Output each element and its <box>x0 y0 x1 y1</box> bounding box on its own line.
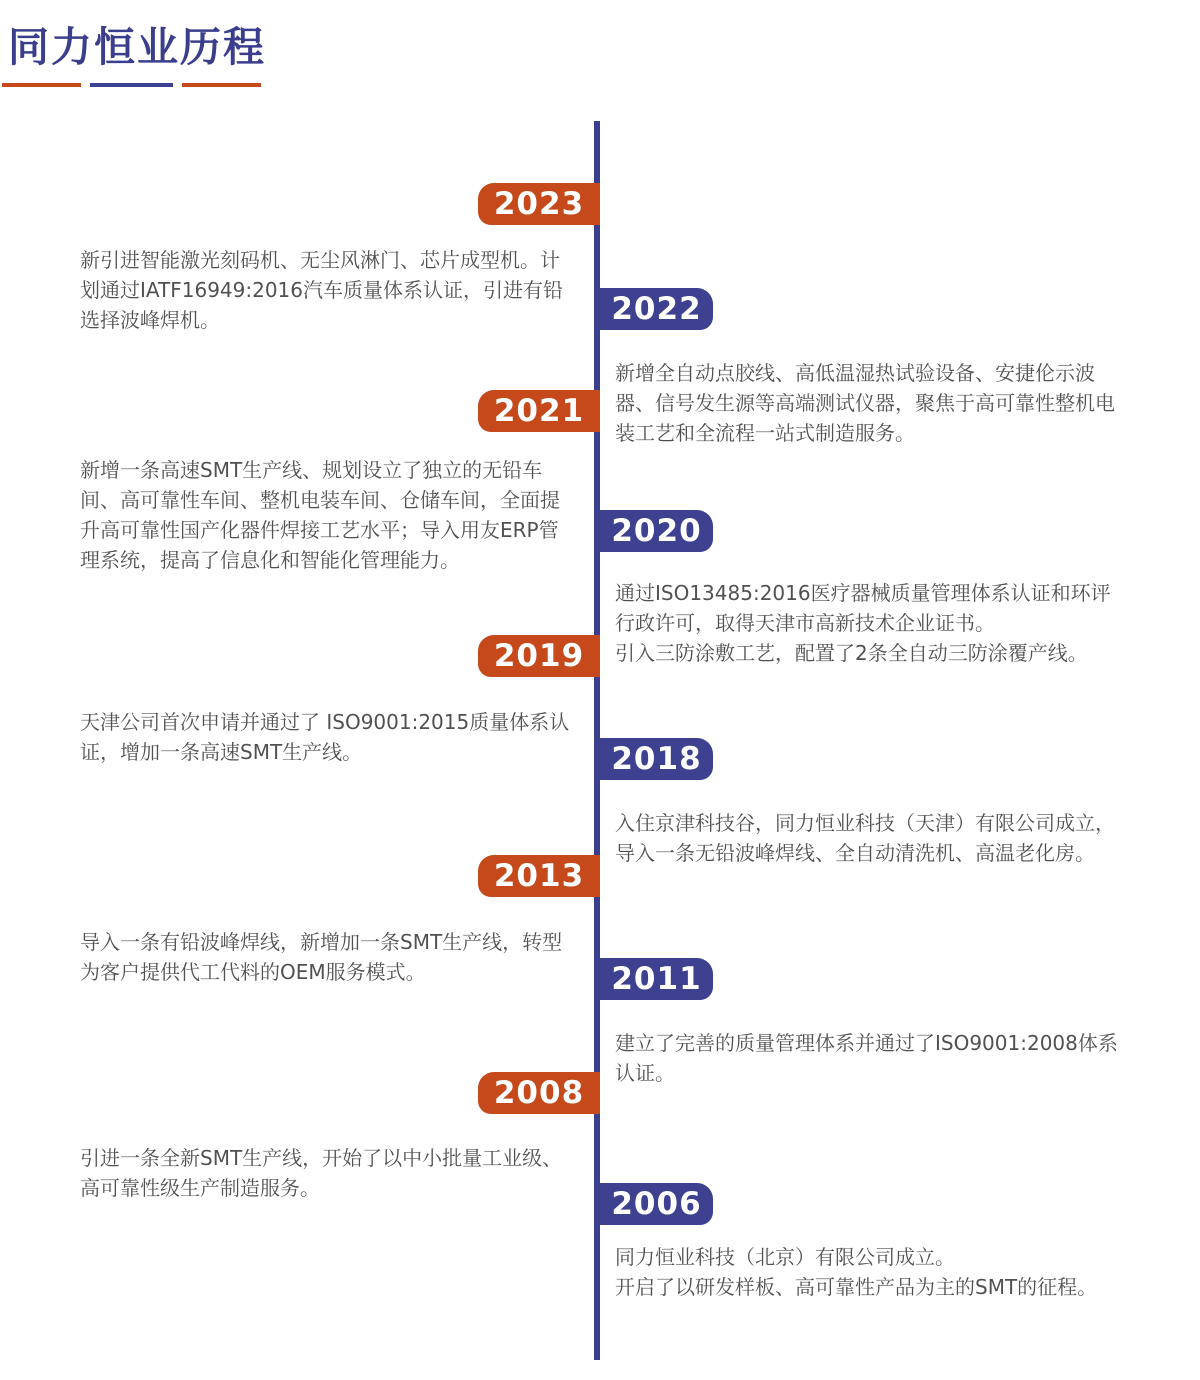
title-underline <box>2 83 261 87</box>
year-badge-2020: 2020 <box>600 510 713 552</box>
event-text-line: 通过ISO13485:2016医疗器械质量管理体系认证和环评行政许可，取得天津市高新技术企业证书。 <box>615 581 1111 635</box>
event-text-line: 建立了完善的质量管理体系并通过了ISO9001:2008体系认证。 <box>615 1031 1118 1085</box>
event-text-line: 新增一条高速SMT生产线、规划设立了独立的无铅车间、高可靠性车间、整机电装车间、仓储车间，全面提升高可靠性国产化器件焊接工艺水平；导入用友ERP管理系统，提高了信息化和智能化管理能力。 <box>80 458 560 572</box>
event-description-2013 <box>80 927 572 987</box>
event-description-2022 <box>615 358 1118 448</box>
year-badge-2013: 2013 <box>478 855 600 897</box>
event-text-line: 引入三防涂敷工艺，配置了2条全自动三防涂覆产线。 <box>615 641 1088 665</box>
event-description-2008 <box>80 1143 572 1203</box>
event-text-line: 导入一条有铅波峰焊线，新增加一条SMT生产线，转型为客户提供代工代料的OEM服务模式。 <box>80 930 563 984</box>
year-badge-2008: 2008 <box>478 1072 600 1114</box>
event-description-2020 <box>615 578 1118 668</box>
title-dash-orange <box>2 83 81 87</box>
title-dash-orange <box>182 83 261 87</box>
event-text-line: 引进一条全新SMT生产线，开始了以中小批量工业级、高可靠性级生产制造服务。 <box>80 1146 563 1200</box>
event-text-line: 天津公司首次申请并通过了 ISO9001:2015质量体系认证，增加一条高速SMT生产线。 <box>80 710 570 764</box>
year-badge-2011: 2011 <box>600 958 713 1000</box>
year-badge-2021: 2021 <box>478 390 600 432</box>
event-text-line: 新引进智能激光刻码机、无尘风淋门、芯片成型机。计划通过IATF16949:2016汽车质量体系认证，引进有铅选择波峰焊机。 <box>80 248 564 332</box>
event-description-2019 <box>80 707 572 767</box>
page-title: 同力恒业历程 <box>8 23 266 71</box>
event-description-2021 <box>80 455 572 575</box>
year-badge-2006: 2006 <box>600 1183 713 1225</box>
event-text-line: 同力恒业科技（北京）有限公司成立。 <box>615 1245 955 1269</box>
event-text-line: 新增全自动点胶线、高低温湿热试验设备、安捷伦示波器、信号发生源等高端测试仪器，聚焦于高可靠性整机电装工艺和全流程一站式制造服务。 <box>615 361 1115 445</box>
year-badge-2023: 2023 <box>478 183 600 225</box>
event-description-2011 <box>615 1028 1118 1088</box>
year-badge-2018: 2018 <box>600 738 713 780</box>
year-badge-2022: 2022 <box>600 288 713 330</box>
event-text-line: 开启了以研发样板、高可靠性产品为主的SMT的征程。 <box>615 1275 1098 1299</box>
event-description-2023 <box>80 245 572 335</box>
title-dash-purple <box>90 83 173 87</box>
event-description-2018 <box>615 808 1118 868</box>
event-description-2006 <box>615 1242 1118 1302</box>
year-badge-2019: 2019 <box>478 635 600 677</box>
event-text-line: 入住京津科技谷，同力恒业科技（天津）有限公司成立，导入一条无铅波峰焊线、全自动清洗机、高温老化房。 <box>615 811 1115 865</box>
